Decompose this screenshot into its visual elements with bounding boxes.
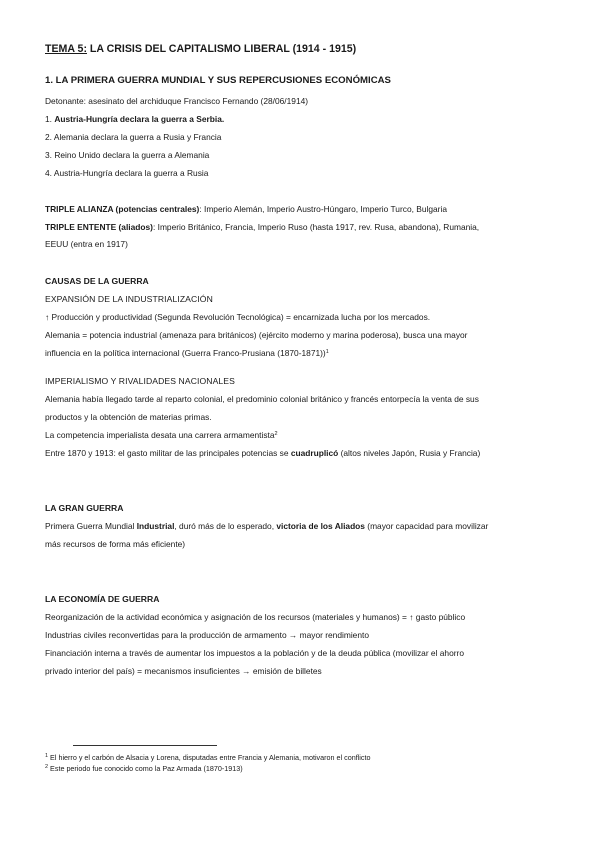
title-label: TEMA 5: — [45, 43, 87, 55]
footnote-ref-1: 1 — [325, 349, 329, 355]
list-item: 4. Austria-Hungría declara la guerra a Rusia — [45, 168, 209, 178]
footnote-ref-2: 2 — [274, 431, 278, 437]
section-1-heading: 1. LA PRIMERA GUERRA MUNDIAL Y SUS REPERCUSIONES ECONÓMICAS — [45, 75, 391, 86]
paragraph-line: más recursos de forma más eficiente) — [45, 539, 186, 549]
causas-subheading-industrializacion: EXPANSIÓN DE LA INDUSTRIALIZACIÓN — [45, 294, 213, 304]
paragraph-line: Industrias civiles reconvertidas para la producción de armamento → mayor rendimiento — [45, 630, 369, 640]
paragraph-line: privado interior del país) = mecanismos insuficientes → emisión de billetes — [45, 666, 322, 676]
triple-entente-line: TRIPLE ENTENTE (aliados): Imperio Británico, Francia, Imperio Ruso (hasta 1917, rev. Rusa, abandona), Rumania, — [45, 222, 480, 232]
paragraph-line: Alemania había llegado tarde al reparto colonial, el predominio colonial británico y francés entorpecía la venta de sus — [45, 394, 479, 404]
list-item: 1. Austria-Hungría declara la guerra a Serbia. — [45, 114, 225, 124]
paragraph-line: Alemania = potencia industrial (amenaza para británicos) (ejército moderno y marina poderosa), busca una mayor — [45, 330, 468, 340]
paragraph-line: Financiación interna a través de aumentar los impuestos a la población y de la deuda pública (movilizar el ahorro — [45, 648, 464, 658]
economia-guerra-heading: LA ECONOMÍA DE GUERRA — [45, 594, 160, 604]
triple-entente-line-2: EEUU (entra en 1917) — [45, 239, 128, 249]
paragraph-line: Primera Guerra Mundial Industrial, duró más de lo esperado, victoria de los Aliados (mayor capacidad para movilizar — [45, 521, 489, 531]
gran-guerra-heading: LA GRAN GUERRA — [45, 503, 124, 513]
paragraph-line: La competencia imperialista desata una carrera armamentista$^2$ — [45, 430, 278, 440]
triple-alianza-line: TRIPLE ALIANZA (potencias centrales): Imperio Alemán, Imperio Austro-Húngaro, Imperio Turco, Bulgaria — [45, 204, 447, 214]
paragraph-line: productos y la obtención de materias primas. — [45, 412, 212, 422]
paragraph-line: Entre 1870 y 1913: el gasto militar de las principales potencias se cuadruplicó (altos niveles Japón, Rusia y Francia) — [45, 448, 481, 458]
footnote-1: $^1$ El hierro y el carbón de Alsacia y Lorena, disputadas entre Francia y Alemania, motivaron el conflicto — [45, 753, 371, 762]
list-item: 2. Alemania declara la guerra a Rusia y Francia — [45, 132, 222, 142]
causas-subheading-imperialismo: IMPERIALISMO Y RIVALIDADES NACIONALES — [45, 376, 235, 386]
paragraph-line: influencia en la política internacional (Guerra Franco-Prusiana (1870-1871))$^1$ — [45, 348, 329, 358]
detonante-line: Detonante: asesinato del archiduque Francisco Fernando (28/06/1914) — [45, 96, 309, 106]
list-item: 3. Reino Unido declara la guerra a Alemania — [45, 150, 210, 160]
paragraph-line: ↑ Producción y productividad (Segunda Revolución Tecnológica) = encarnizada lucha por los mercados. — [45, 312, 431, 322]
footnote-2: $^2$ Este periodo fue conocido como la Paz Armada (1870-1913) — [45, 764, 243, 773]
page-title — [45, 44, 356, 55]
footnote-divider — [73, 745, 217, 746]
causas-heading: CAUSAS DE LA GUERRA — [45, 276, 149, 286]
title-text: LA CRISIS DEL CAPITALISMO LIBERAL (1914 - 1915) — [86, 43, 357, 55]
paragraph-line: Reorganización de la actividad económica y asignación de los recursos (materiales y humanos) = ↑ gasto público — [45, 612, 466, 622]
